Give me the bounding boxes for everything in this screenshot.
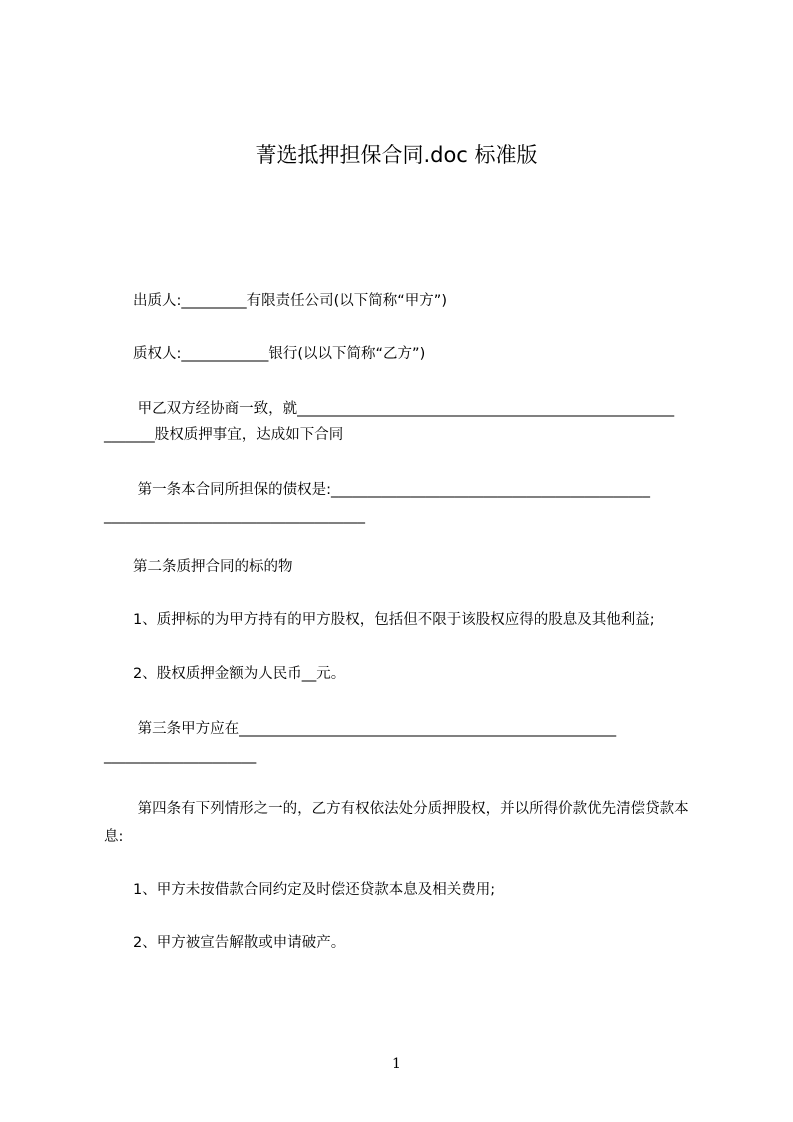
paragraph-article4-item1: 1、甲方未按借款合同约定及时偿还贷款本息及相关费用; — [104, 882, 496, 898]
paragraph-article2-heading: 第二条质押合同的标的物 — [104, 559, 293, 575]
paragraph-article1-line2: ____________________________________ — [104, 508, 365, 524]
page-number: 1 — [392, 1056, 401, 1072]
paragraph-agreement-line2: _______股权质押事宜，达成如下合同 — [104, 427, 344, 443]
paragraph-article4-heading: 第四条有下列情形之一的，乙方有权依法处分质押股权，并以所得价款优先清偿贷款本息: — [104, 801, 689, 845]
paragraph-article2-item1: 1、质押标的为甲方持有的甲方股权，包括但不限于该股权应得的股息及其他利益; — [104, 612, 655, 628]
paragraph-article3-line1: 第三条甲方应在____________________________________________________ — [104, 721, 617, 737]
document-title: 菁选抵押担保合同.doc 标准版 — [255, 143, 538, 167]
paragraph-article4-item2: 2、甲方被宣告解散或申请破产。 — [104, 935, 346, 951]
paragraph-article1-line1: 第一条本合同所担保的债权是:____________________________________________ — [104, 482, 650, 498]
paragraph-pledgor: 出质人:_________有限责任公司(以下简称“甲方”) — [104, 293, 447, 309]
paragraph-agreement-line1: 甲乙双方经协商一致，就____________________________________________________ — [104, 401, 675, 417]
paragraph-article3-line2: _____________________ — [104, 748, 257, 764]
paragraph-article2-item2: 2、股权质押金额为人民币__元。 — [104, 666, 346, 682]
paragraph-pledgee: 质权人:____________银行(以以下简称“乙方”) — [104, 346, 426, 362]
